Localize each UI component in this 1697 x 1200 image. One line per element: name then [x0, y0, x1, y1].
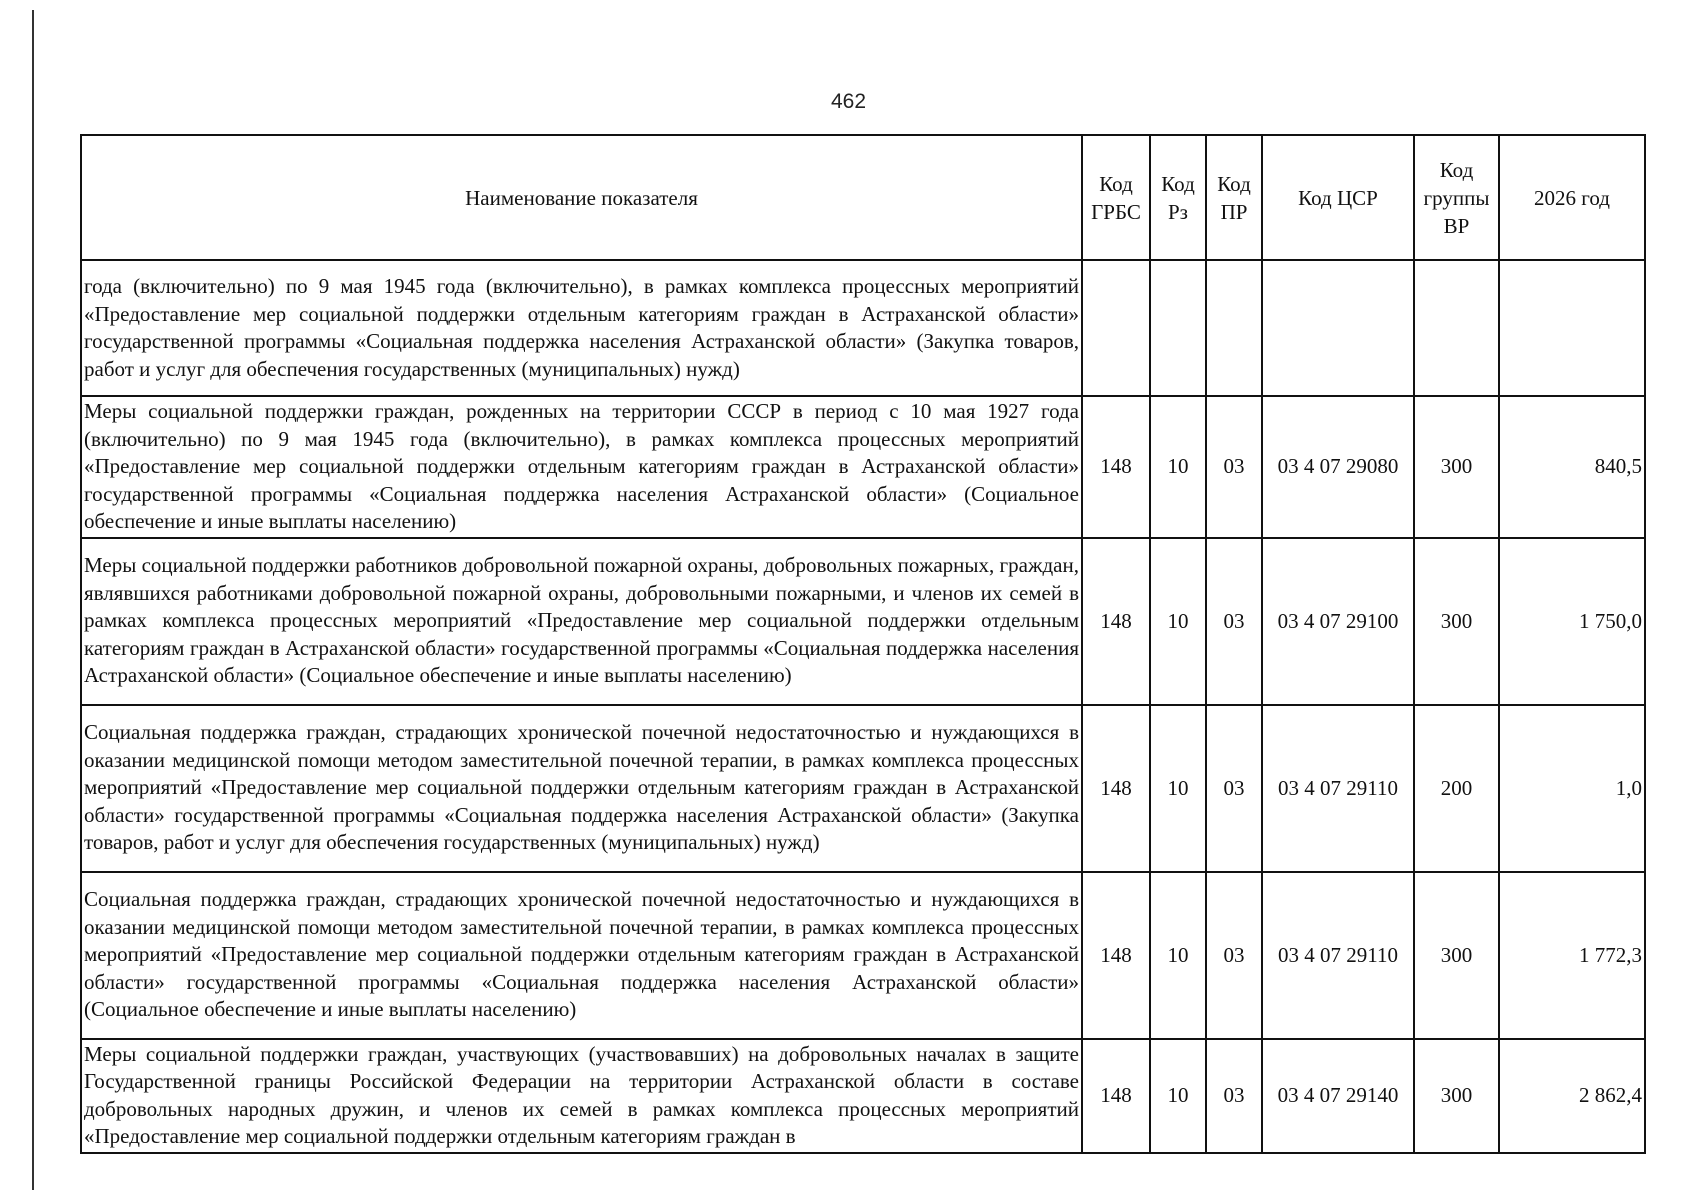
- row-name: Меры социальной поддержки граждан, рожденных на территории СССР в период с 10 мая 1927 года (включительно) по 9 мая 1945 года (включительно), в рамках комплекса процессных мероприятий «Предоставление мер социальной поддержки отдельным категориям граждан в Астраханской области» государственной программы «Социальная поддержка населения Астраханской области» (Социальное обеспечение и иные выплаты населению): [81, 396, 1082, 538]
- row-pr: 03: [1206, 538, 1262, 705]
- table-row: [81, 1039, 1645, 1153]
- row-pr: 03: [1206, 396, 1262, 538]
- row-amount: 1 750,0: [1499, 538, 1645, 705]
- row-vr: 300: [1414, 872, 1499, 1039]
- page-number: 462: [830, 90, 867, 113]
- row-pr: 03: [1206, 872, 1262, 1039]
- header-vr: Код группы ВР: [1414, 135, 1499, 260]
- header-rz: Код Рз: [1150, 135, 1206, 260]
- row-vr: 300: [1414, 538, 1499, 705]
- row-pr: 03: [1206, 1039, 1262, 1153]
- row-name: Меры социальной поддержки граждан, участвующих (участвовавших) на добровольных началах в защите Государственной границы Российской Федерации на территории Астраханской области в составе добровольных народных дружин, и членов их семей в рамках комплекса процессных мероприятий «Предоставление мер социальной поддержки отдельным категориям граждан в: [81, 1039, 1082, 1153]
- row-rz: 10: [1150, 872, 1206, 1039]
- row-csr: 03 4 07 29080: [1262, 396, 1414, 538]
- header-year: 2026 год: [1499, 135, 1645, 260]
- row-grbs: [1082, 260, 1150, 396]
- row-name: года (включительно) по 9 мая 1945 года (включительно), в рамках комплекса процессных мероприятий «Предоставление мер социальной поддержки отдельным категориям граждан в Астраханской области» государственной программы «Социальная поддержка населения Астраханской области» (Закупка товаров, работ и услуг для обеспечения государственных (муниципальных) нужд): [81, 260, 1082, 396]
- row-rz: 10: [1150, 705, 1206, 872]
- row-amount: 1 772,3: [1499, 872, 1645, 1039]
- row-vr: 200: [1414, 705, 1499, 872]
- row-csr: 03 4 07 29140: [1262, 1039, 1414, 1153]
- row-csr: 03 4 07 29100: [1262, 538, 1414, 705]
- header-pr: Код ПР: [1206, 135, 1262, 260]
- row-amount: 2 862,4: [1499, 1039, 1645, 1153]
- margin-rule: [32, 10, 34, 1190]
- row-name: Меры социальной поддержки работников добровольной пожарной охраны, добровольных пожарных, граждан, являвшихся работниками добровольной пожарной охраны, добровольными пожарными, и членов их семей в рамках комплекса процессных мероприятий «Предоставление мер социальной поддержки отдельным категориям граждан в Астраханской области» государственной программы «Социальная поддержка населения Астраханской области» (Социальное обеспечение и иные выплаты населению): [81, 538, 1082, 705]
- table-row: [81, 872, 1645, 1039]
- row-grbs: 148: [1082, 872, 1150, 1039]
- row-pr: 03: [1206, 705, 1262, 872]
- row-grbs: 148: [1082, 705, 1150, 872]
- table-header-row: [81, 135, 1645, 260]
- header-csr: Код ЦСР: [1262, 135, 1414, 260]
- row-name: Социальная поддержка граждан, страдающих хронической почечной недостаточностью и нуждающихся в оказании медицинской помощи методом заместительной почечной терапии, в рамках комплекса процессных мероприятий «Предоставление мер социальной поддержки отдельным категориям граждан в Астраханской области» государственной программы «Социальная поддержка населения Астраханской области» (Закупка товаров, работ и услуг для обеспечения государственных (муниципальных) нужд): [81, 705, 1082, 872]
- row-amount: [1499, 260, 1645, 396]
- row-vr: 300: [1414, 1039, 1499, 1153]
- header-grbs: Код ГРБС: [1082, 135, 1150, 260]
- table-row: [81, 538, 1645, 705]
- row-vr: [1414, 260, 1499, 396]
- header-name: Наименование показателя: [81, 135, 1082, 260]
- row-rz: [1150, 260, 1206, 396]
- row-name: Социальная поддержка граждан, страдающих хронической почечной недостаточностью и нуждающихся в оказании медицинской помощи методом заместительной почечной терапии, в рамках комплекса процессных мероприятий «Предоставление мер социальной поддержки отдельным категориям граждан в Астраханской области» государственной программы «Социальная поддержка населения Астраханской области» (Социальное обеспечение и иные выплаты населению): [81, 872, 1082, 1039]
- row-pr: [1206, 260, 1262, 396]
- row-grbs: 148: [1082, 1039, 1150, 1153]
- row-csr: [1262, 260, 1414, 396]
- row-csr: 03 4 07 29110: [1262, 872, 1414, 1039]
- budget-table: [80, 134, 1646, 1154]
- table-row: [81, 705, 1645, 872]
- row-vr: 300: [1414, 396, 1499, 538]
- row-amount: 1,0: [1499, 705, 1645, 872]
- table-row: [81, 260, 1645, 396]
- row-rz: 10: [1150, 1039, 1206, 1153]
- row-rz: 10: [1150, 538, 1206, 705]
- row-grbs: 148: [1082, 396, 1150, 538]
- row-rz: 10: [1150, 396, 1206, 538]
- row-csr: 03 4 07 29110: [1262, 705, 1414, 872]
- table-row: [81, 396, 1645, 538]
- row-amount: 840,5: [1499, 396, 1645, 538]
- row-grbs: 148: [1082, 538, 1150, 705]
